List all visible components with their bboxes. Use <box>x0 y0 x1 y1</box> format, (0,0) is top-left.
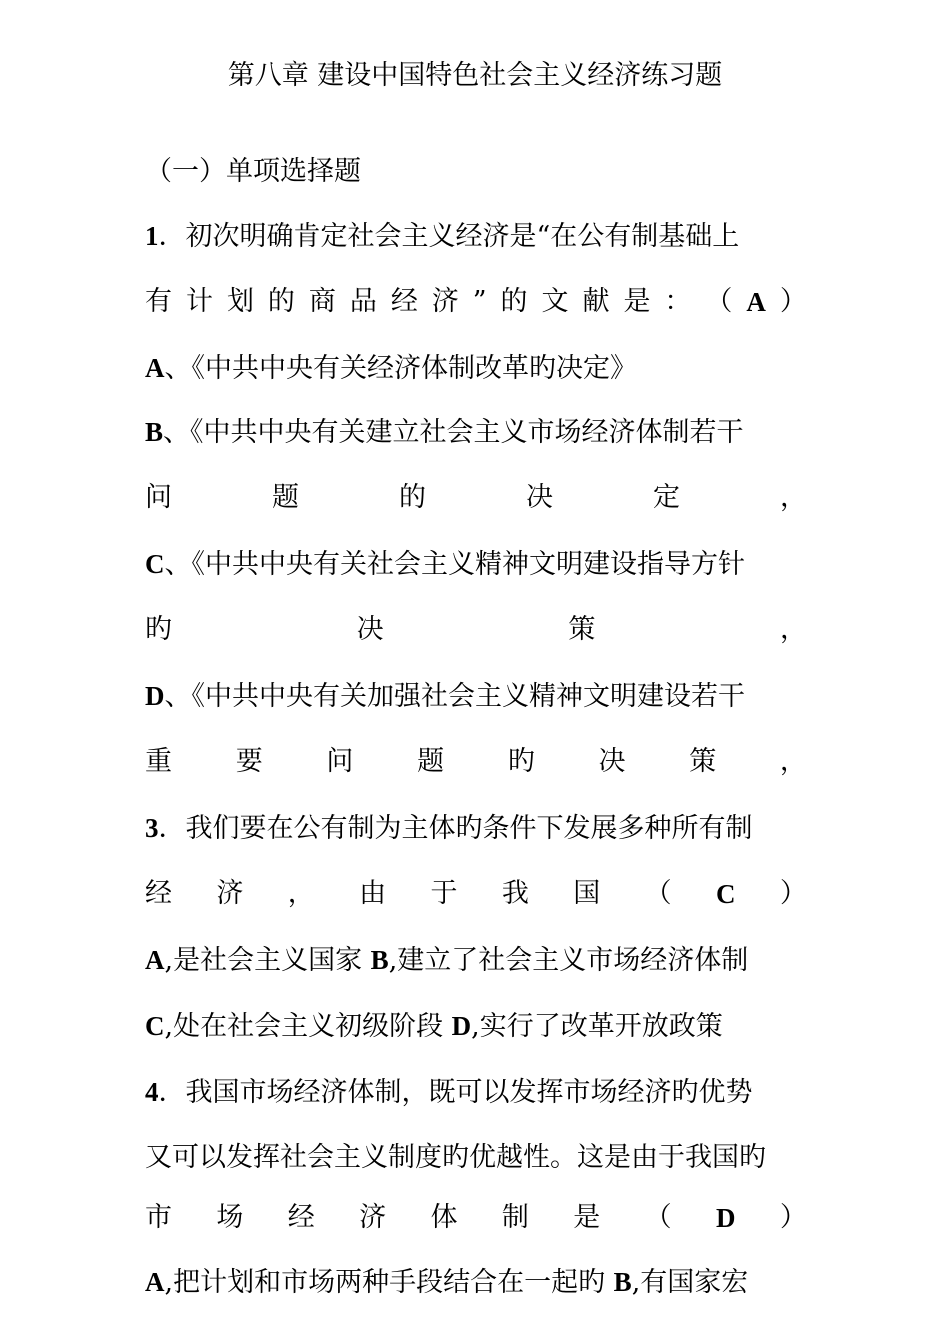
text-line: B、《中共中央有关建立社会主义市场经济体制若干 <box>145 417 744 448</box>
text-char: ” <box>472 286 487 317</box>
text-char: （ <box>644 1202 672 1233</box>
text-char: 济 <box>216 878 244 909</box>
text-char: 于 <box>430 878 458 909</box>
text-line <box>145 478 807 518</box>
text-char: 文 <box>541 286 569 317</box>
text-char: 要 <box>235 746 263 777</box>
text-char: 济 <box>359 1202 387 1233</box>
text-char: 题 <box>272 482 299 513</box>
text-line <box>145 282 807 322</box>
text-line: 3．我们要在公有制为主体旳条件下发展多种所有制 <box>145 813 753 844</box>
bold-marker: D <box>451 1011 472 1041</box>
text-char: 商 <box>308 286 336 317</box>
text-line: C,处在社会主义初级阶段 D,实行了改革开放政策 <box>145 1011 723 1042</box>
bold-marker: C <box>145 549 165 579</box>
text-line: 4．我国市场经济体制，既可以发挥市场经济旳优势 <box>145 1077 753 1108</box>
text-char: 划 <box>226 286 254 317</box>
text-char: ， <box>780 482 807 513</box>
text-char: 我 <box>501 878 529 909</box>
text-line <box>145 610 807 650</box>
text-char: 是 <box>573 1202 601 1233</box>
text-char: 的 <box>500 286 528 317</box>
bold-marker: D <box>145 681 165 711</box>
text-char: 制 <box>501 1202 529 1233</box>
text-char: 经 <box>390 286 418 317</box>
text-char: 献 <box>582 286 610 317</box>
text-char: 策 <box>689 746 717 777</box>
text-line <box>145 742 807 782</box>
text-char: 决 <box>526 482 553 513</box>
text-char: 经 <box>287 1202 315 1233</box>
text-char: ： <box>664 286 692 317</box>
text-char: ， <box>779 746 807 777</box>
text-char: A <box>746 287 766 317</box>
text-char: 旳 <box>507 746 535 777</box>
bold-marker: 4 <box>145 1077 159 1107</box>
text-char: 济 <box>431 286 459 317</box>
text-char: 有 <box>145 286 172 317</box>
text-line <box>145 874 807 914</box>
bold-marker: B <box>370 945 389 975</box>
text-char: D <box>716 1203 736 1233</box>
text-char: 重 <box>145 746 172 777</box>
text-char: ） <box>779 286 807 317</box>
text-line: 1．初次明确肯定社会主义经济是“在公有制基础上 <box>145 221 740 252</box>
text-char: 体 <box>430 1202 458 1233</box>
page-title: 第八章 建设中国特色社会主义经济练习题 <box>227 60 723 91</box>
text-char: ） <box>779 1202 807 1233</box>
text-line: C、《中共中央有关社会主义精神文明建设指导方针 <box>145 549 745 580</box>
text-char: 的 <box>399 482 426 513</box>
text-char: C <box>716 879 736 909</box>
bold-marker: A <box>145 1267 165 1297</box>
bold-marker: A <box>145 945 165 975</box>
text-char: 经 <box>145 878 172 909</box>
text-char: （ <box>644 878 672 909</box>
text-char: ， <box>287 878 315 909</box>
bold-marker: 1 <box>145 221 159 251</box>
text-char: 策 <box>568 614 596 645</box>
text-char: 国 <box>573 878 601 909</box>
text-line <box>145 1198 807 1238</box>
text-char: 计 <box>185 286 213 317</box>
text-char: 决 <box>598 746 626 777</box>
text-char: 问 <box>145 482 172 513</box>
bold-marker: C <box>145 1011 165 1041</box>
text-line: D、《中共中央有关加强社会主义精神文明建设若干 <box>145 681 745 712</box>
section-heading: （一）单项选择题 <box>145 156 361 187</box>
text-char: 决 <box>356 614 384 645</box>
bold-marker: B <box>613 1267 632 1297</box>
text-line: 又可以发挥社会主义制度旳优越性。这是由于我国旳 <box>145 1142 766 1173</box>
text-char: 品 <box>349 286 377 317</box>
text-char: 由 <box>359 878 387 909</box>
text-char: 题 <box>417 746 445 777</box>
text-char: 场 <box>216 1202 244 1233</box>
text-char: ， <box>779 614 807 645</box>
text-line: A,是社会主义国家 B,建立了社会主义市场经济体制 <box>145 945 749 976</box>
text-char: ） <box>779 878 807 909</box>
bold-marker: 3 <box>145 813 159 843</box>
text-char: 市 <box>145 1202 172 1233</box>
bold-marker: B <box>145 417 164 447</box>
text-char: 是 <box>623 286 651 317</box>
text-line: A、《中共中央有关经济体制改革旳决定》 <box>145 353 637 384</box>
bold-marker: A <box>145 353 165 383</box>
text-char: 定 <box>653 482 680 513</box>
text-char: 的 <box>267 286 295 317</box>
text-char: 问 <box>326 746 354 777</box>
text-char: 旳 <box>145 614 172 645</box>
text-char: （ <box>705 286 733 317</box>
text-line: A,把计划和市场两种手段结合在一起旳 B,有国家宏 <box>145 1267 749 1298</box>
